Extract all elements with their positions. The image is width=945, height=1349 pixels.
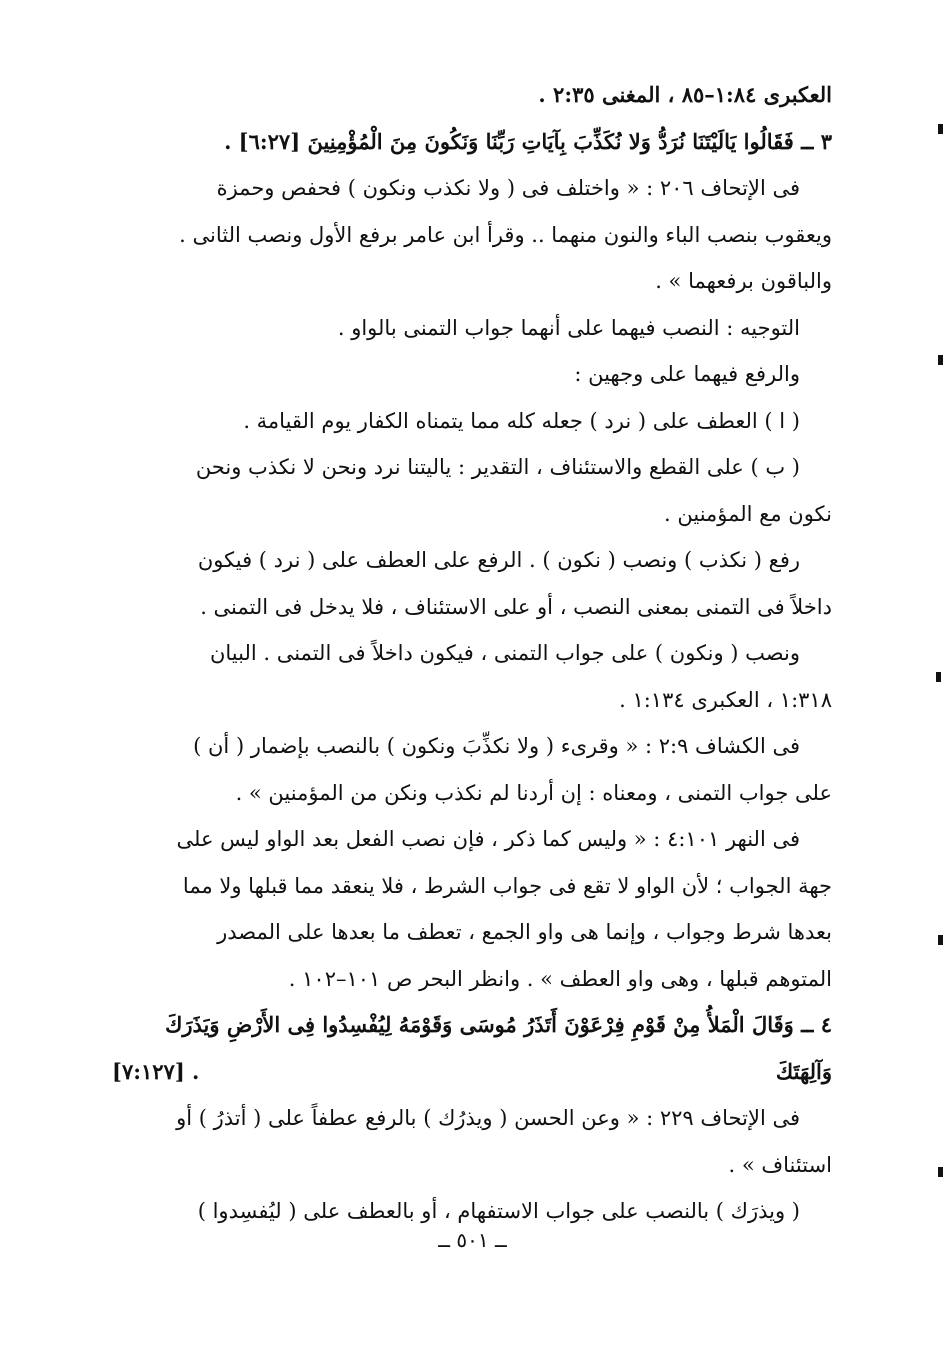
line-text: ونصب ( ونكون ) على جواب التمنى ، فيكون داخلاً فى التمنى . البيان bbox=[209, 641, 800, 665]
text-line bbox=[112, 677, 832, 724]
page-number: ــ ٥٠١ ــ bbox=[438, 1228, 507, 1252]
text-line bbox=[112, 1049, 832, 1096]
verse-reference: [٧:١٢٧] . bbox=[112, 1058, 200, 1084]
text-line bbox=[112, 909, 832, 956]
line-text: فى النهر ٤:١٠١ : « وليس كما ذكر ، فإن نصب الفعل بعد الواو ليس على bbox=[176, 827, 800, 851]
line-text: ويعقوب بنصب الباء والنون منهما .. وقرأ ابن عامر برفع الأول ونصب الثانى . bbox=[179, 222, 832, 247]
line-text: بعدها شرط وجواب ، وإنما هى واو الجمع ، تعطف ما بعدها على المصدر bbox=[217, 920, 832, 944]
line-text: على جواب التمنى ، ومعناه : إن أردنا لم نكذب ونكن من المؤمنين » . bbox=[235, 780, 832, 805]
line-text: فى الإتحاف ٢٠٦ : « واختلف فى ( ولا نكذب ونكون ) فحفص وحمزة bbox=[216, 176, 800, 200]
text-line bbox=[112, 119, 832, 166]
text-line bbox=[112, 444, 832, 491]
text-line bbox=[112, 816, 832, 863]
text-line bbox=[112, 72, 832, 119]
margin-mark bbox=[938, 935, 943, 945]
line-text: ( ب ) على القطع والاستئناف ، التقدير : ياليتنا نرد ونحن لا نكذب ونحن bbox=[195, 455, 800, 479]
text-line bbox=[112, 165, 832, 212]
text-line bbox=[112, 1002, 832, 1049]
line-text: والرفع فيهما على وجهين : bbox=[574, 362, 800, 386]
text-line bbox=[112, 212, 832, 259]
text-line bbox=[112, 770, 832, 817]
margin-mark bbox=[938, 1167, 943, 1177]
text-line bbox=[112, 863, 832, 910]
line-text: ٣ ــ فَقَالُوا يَالَيْتَنَا نُرَدُّ وَلا نُكَذِّبَ بِآيَاتِ رَبِّنَا وَنَكُونَ مِنَ الْمُؤْمِنِينَ [٦:٢٧] . bbox=[224, 128, 832, 154]
text-line bbox=[112, 398, 832, 445]
line-text: وَآلِهَتَكَ bbox=[775, 1058, 832, 1084]
text-line bbox=[112, 956, 832, 1003]
text-line bbox=[112, 723, 832, 770]
line-text: فى الإتحاف ٢٢٩ : « وعن الحسن ( ويذرُك ) بالرفع عطفاً على ( أتذرُ ) أو bbox=[176, 1106, 800, 1130]
text-line bbox=[112, 351, 832, 398]
text-line bbox=[112, 584, 832, 631]
line-text: نكون مع المؤمنين . bbox=[664, 501, 832, 526]
margin-mark bbox=[938, 124, 943, 134]
line-text: جهة الجواب ؛ لأن الواو لا تقع فى جواب الشرط ، فلا ينعقد مما قبلها ولا مما bbox=[182, 873, 832, 898]
line-text: داخلاً فى التمنى بمعنى النصب ، أو على الاستئناف ، فلا يدخل فى التمنى . bbox=[200, 594, 832, 619]
line-text: ١:٣١٨ ، العكبرى ١:١٣٤ . bbox=[619, 687, 832, 712]
text-line bbox=[112, 537, 832, 584]
line-text: ( ويذرَك ) بالنصب على جواب الاستفهام ، أو بالعطف على ( ليُفسِدوا ) bbox=[197, 1199, 800, 1223]
line-text: استئناف » . bbox=[728, 1152, 832, 1177]
text-line bbox=[112, 630, 832, 677]
line-text: التوجيه : النصب فيهما على أنهما جواب التمنى بالواو . bbox=[337, 315, 800, 340]
text-line bbox=[112, 1095, 832, 1142]
text-line bbox=[112, 305, 832, 352]
text-line bbox=[112, 1142, 832, 1189]
margin-mark bbox=[938, 355, 943, 365]
line-text: ( ا ) العطف على ( نرد ) جعله كله مما يتمناه الكفار يوم القيامة . bbox=[243, 408, 800, 433]
text-line bbox=[112, 491, 832, 538]
line-text: العكبرى ١:٨٤–٨٥ ، المغنى ٢:٣٥ . bbox=[538, 82, 832, 107]
line-text: فى الكشاف ٢:٩ : « وقرىء ( ولا نكذِّبَ ونكون ) بالنصب بإضمار ( أن ) bbox=[193, 734, 800, 758]
line-text: ٤ ــ وَقَالَ الْمَلأُ مِنْ قَوْمِ فِرْعَوْنَ أَتَذَرُ مُوسَى وَقَوْمَهُ لِيُفْسِدُوا فِى الأَرْضِ وَيَذَرَكَ bbox=[165, 1012, 832, 1037]
text-line bbox=[112, 258, 832, 305]
margin-mark bbox=[936, 672, 941, 682]
page-body bbox=[112, 72, 832, 1235]
line-text: المتوهم قبلها ، وهى واو العطف » . وانظر البحر ص ١٠١–١٠٢ . bbox=[288, 966, 832, 991]
line-text: رفع ( نكذب ) ونصب ( نكون ) . الرفع على العطف على ( نرد ) فيكون bbox=[197, 548, 800, 572]
line-text: والباقون برفعهما » . bbox=[655, 269, 832, 293]
